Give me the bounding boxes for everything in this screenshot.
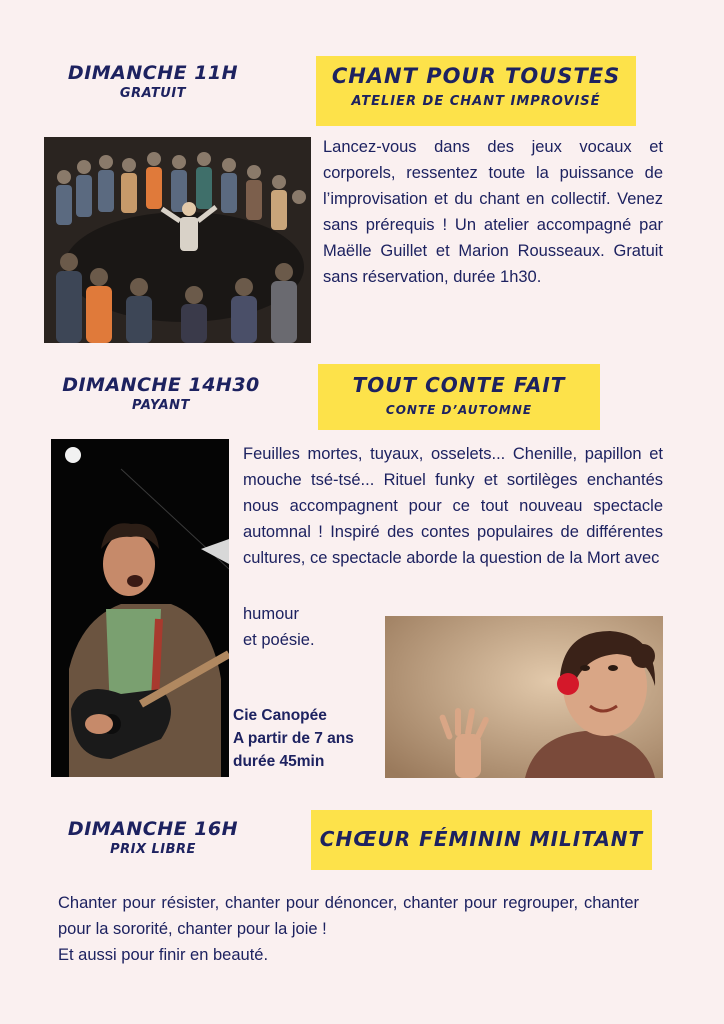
event2-title-banner — [318, 364, 600, 430]
event2-description-end1: humour — [243, 605, 299, 623]
event3-day: DIMANCHE 16H — [67, 818, 239, 840]
guitarist-photo — [51, 439, 229, 777]
event1-schedule — [58, 62, 248, 101]
event3-line2: Et aussi pour finir en beauté. — [58, 946, 269, 964]
event2-info — [233, 704, 354, 773]
event3-title-banner — [311, 810, 652, 870]
choir-circle-photo — [44, 137, 311, 343]
event2-duration: durée 45min — [233, 753, 325, 770]
event3-price: PRIX LIBRE — [110, 842, 196, 857]
event1-subtitle: ATELIER DE CHANT IMPROVISÉ — [351, 94, 601, 109]
event1-title-banner — [316, 56, 636, 126]
event1-description: Lancez-vous dans des jeux vocaux et corporels, ressentez toute la puissance de l’improvisation et du chant en collectif. Venez sans prérequis ! Un atelier accompagné par Maëlle Guillet et Marion Rousseaux. Gratuit sans réservation, durée 1h30. — [323, 138, 663, 286]
event1-price: GRATUIT — [119, 86, 187, 101]
event1-day: DIMANCHE 11H — [67, 62, 239, 84]
event2-price: PAYANT — [132, 398, 190, 413]
event2-day: DIMANCHE 14H30 — [62, 374, 260, 396]
event3-schedule — [58, 818, 248, 857]
event2-title: TOUT CONTE FAIT — [352, 373, 566, 397]
event1-title: CHANT POUR TOUSTES — [331, 64, 621, 88]
event2-schedule — [56, 374, 266, 413]
clown-actress-photo — [385, 616, 663, 778]
event2-description-end2: et poésie. — [243, 631, 315, 649]
event3-line1: Chanter pour résister, chanter pour dénoncer, chanter pour regrouper, chanter pour la sororité, chanter pour la joie ! — [58, 894, 639, 938]
event2-company: Cie Canopée — [233, 707, 327, 724]
event2-subtitle: CONTE D’AUTOMNE — [385, 403, 533, 417]
event2-age: A partir de 7 ans — [233, 730, 354, 747]
event2-description: Feuilles mortes, tuyaux, osselets... Chenille, papillon et mouche tsé-tsé... Rituel funky et sortilèges enchantés nous accompagnent pour ce tout nouveau spectacle automnal ! Inspiré des contes populaires de différentes cultures, ce spectacle aborde la question de la Mort avec — [243, 445, 663, 567]
event3-title: CHŒUR FÉMININ MILITANT — [319, 827, 644, 851]
